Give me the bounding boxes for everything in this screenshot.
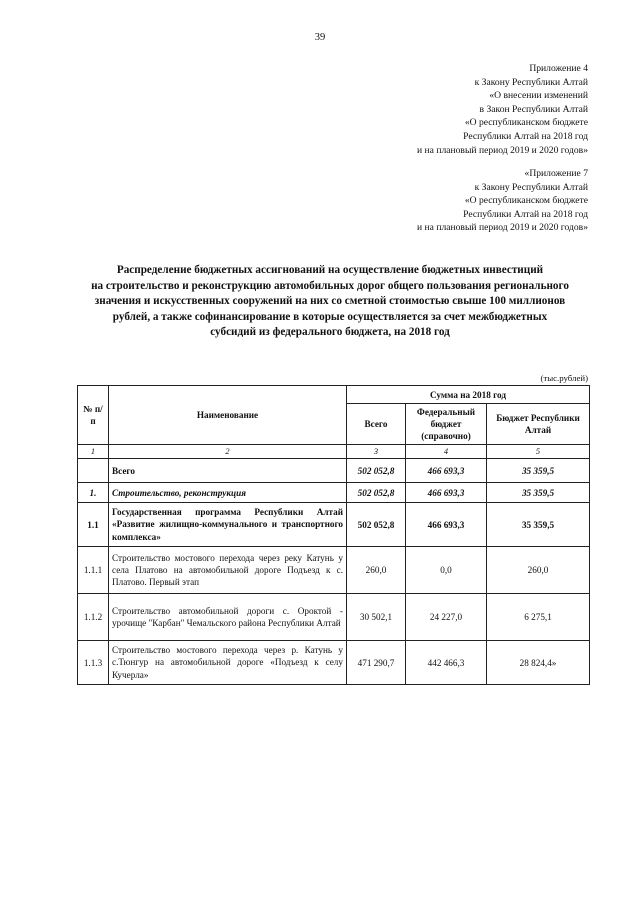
row-federal: 442 466,3 <box>406 641 487 685</box>
index-cell: 3 <box>347 445 406 459</box>
row-total: 502 052,8 <box>347 459 406 483</box>
table-row <box>78 483 590 503</box>
row-total: 502 052,8 <box>347 503 406 547</box>
index-cell: 1 <box>78 445 109 459</box>
row-republic: 28 824,4» <box>487 641 590 685</box>
row-republic: 35 359,5 <box>487 503 590 547</box>
index-row <box>78 445 590 459</box>
header-total: Всего <box>347 404 406 445</box>
row-republic: 260,0 <box>487 547 590 594</box>
title-line: рублей, а также софинансирование в которые осуществляется за счет межбюджетных <box>112 310 548 323</box>
row-total: 260,0 <box>347 547 406 594</box>
row-num: 1.1.3 <box>78 641 109 685</box>
annex-7-line: «О республиканском бюджете <box>464 195 588 207</box>
index-cell: 4 <box>406 445 487 459</box>
budget-table <box>77 385 590 685</box>
row-name: Строительство автомобильной дороги с. Ороктой - урочище "Карбан" Чемальского района Республики Алтай <box>109 594 347 641</box>
row-total: 471 290,7 <box>347 641 406 685</box>
annex-4-line: «О внесении изменений <box>489 90 588 102</box>
units-label: (тыс.рублей) <box>540 373 588 383</box>
row-republic: 6 275,1 <box>487 594 590 641</box>
table-row <box>78 459 590 483</box>
annex-4-line: Приложение 4 <box>529 63 588 74</box>
annex-4-line: к Закону Республики Алтай <box>474 76 588 88</box>
annex-4-line: «О республиканском бюджете <box>464 117 588 129</box>
row-num: 1.1.1 <box>78 547 109 594</box>
table-row <box>78 503 590 547</box>
title-line: субсидий из федерального бюджета, на 2018 год <box>210 326 450 339</box>
header-num: № п/п <box>78 386 109 445</box>
row-republic: 35 359,5 <box>487 459 590 483</box>
row-total: 502 052,8 <box>347 483 406 503</box>
index-cell: 5 <box>487 445 590 459</box>
header-federal: Федеральный бюджет (справочно) <box>406 404 487 445</box>
annex-7-line: к Закону Республики Алтай <box>474 181 588 193</box>
row-federal: 466 693,3 <box>406 483 487 503</box>
annex-4-heading <box>417 62 588 157</box>
annex-7-line: Республики Алтай на 2018 год <box>463 208 588 220</box>
row-name: Государственная программа Республики Алтай «Развитие жилищно-коммунального и транспортного комплекса» <box>109 503 347 547</box>
row-name: Всего <box>109 459 347 483</box>
row-federal: 466 693,3 <box>406 503 487 547</box>
header-name: Наименование <box>109 386 347 445</box>
row-name: Строительство мостового перехода через р. Катунь у с.Тюнгур на автомобильной дороге «Подъезд к селу Кучерла» <box>109 641 347 685</box>
annex-4-line: в Закон Республики Алтай <box>479 103 588 115</box>
document-title <box>62 263 598 341</box>
annex-7-line: и на плановый период 2019 и 2020 годов» <box>417 222 588 234</box>
header-row <box>78 386 590 404</box>
title-line: значения и искусственных сооружений на них со сметной стоимостью свыше 100 миллионов <box>94 295 566 308</box>
row-federal: 24 227,0 <box>406 594 487 641</box>
row-num: 1.1 <box>78 503 109 547</box>
table-row <box>78 547 590 594</box>
annex-7-heading <box>417 167 588 235</box>
row-num <box>78 459 109 483</box>
title-line: на строительство и реконструкцию автомобильных дорог общего пользования регионального <box>91 279 569 292</box>
row-republic: 35 359,5 <box>487 483 590 503</box>
table-row <box>78 641 590 685</box>
header-sum-group: Сумма на 2018 год <box>347 386 590 404</box>
table-row <box>78 594 590 641</box>
title-line: Распределение бюджетных ассигнований на осуществление бюджетных инвестиций <box>116 264 544 276</box>
row-name: Строительство, реконструкция <box>109 483 347 503</box>
page-number: 39 <box>314 32 326 43</box>
row-num: 1.1.2 <box>78 594 109 641</box>
annex-4-line: Республики Алтай на 2018 год <box>463 130 588 142</box>
row-federal: 466 693,3 <box>406 459 487 483</box>
row-num: 1. <box>78 483 109 503</box>
header-republic: Бюджет Республики Алтай <box>487 404 590 445</box>
index-cell: 2 <box>109 445 347 459</box>
annex-4-line: и на плановый период 2019 и 2020 годов» <box>417 144 588 156</box>
row-name: Строительство мостового перехода через реку Катунь у села Платово на автомобильной дороге Подъезд к с. Платово. Первый этап <box>109 547 347 594</box>
row-total: 30 502,1 <box>347 594 406 641</box>
annex-7-line: «Приложение 7 <box>524 168 588 179</box>
row-federal: 0,0 <box>406 547 487 594</box>
